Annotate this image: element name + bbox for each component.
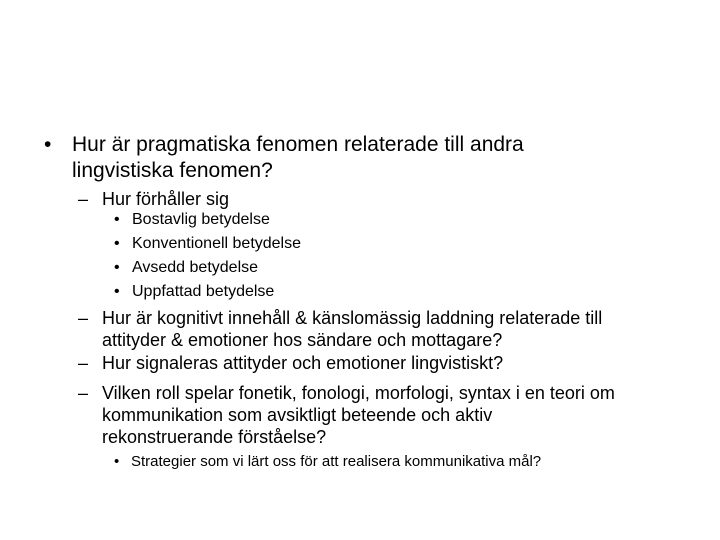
bullet-text: Vilken roll spelar fonetik, fonologi, morfologi, syntax i en teori om: [102, 383, 615, 403]
bullet-marker: •: [114, 259, 120, 276]
bullet-text: Konventionell betydelse: [132, 235, 302, 252]
bullet-marker: •: [114, 211, 120, 228]
dash-marker: –: [78, 353, 89, 373]
bullet-text: Hur signaleras attityder och emotioner lingvistiskt?: [102, 353, 504, 373]
bullet-text: Uppfattad betydelse: [132, 283, 275, 300]
bullet-text-continued: kommunikation som avsiktligt beteende och aktiv: [102, 405, 493, 425]
bullet-text-continued: attityder & emotioner hos sändare och mottagare?: [102, 330, 503, 350]
bullet-text: Hur förhåller sig: [102, 189, 230, 209]
bullet-text: Hur är pragmatiska fenomen relaterade till andra: [72, 133, 524, 156]
bullet-text: Strategier som vi lärt oss för att realisera kommunikativa mål?: [131, 453, 542, 470]
bullet-marker: •: [44, 133, 52, 156]
dash-marker: –: [78, 308, 89, 328]
bullet-text-continued: lingvistiska fenomen?: [72, 159, 273, 182]
bullet-text: Bostavlig betydelse: [132, 211, 270, 228]
bullet-marker: •: [114, 235, 120, 252]
bullet-text: Hur är kognitivt innehåll & känslomässig laddning relaterade till: [102, 308, 603, 328]
bullet-text-continued: rekonstruerande förståelse?: [102, 427, 327, 447]
bullet-marker: •: [114, 283, 120, 300]
bullet-text: Avsedd betydelse: [132, 259, 259, 276]
bullet-marker: •: [114, 453, 120, 470]
dash-marker: –: [78, 189, 89, 209]
dash-marker: –: [78, 383, 89, 403]
